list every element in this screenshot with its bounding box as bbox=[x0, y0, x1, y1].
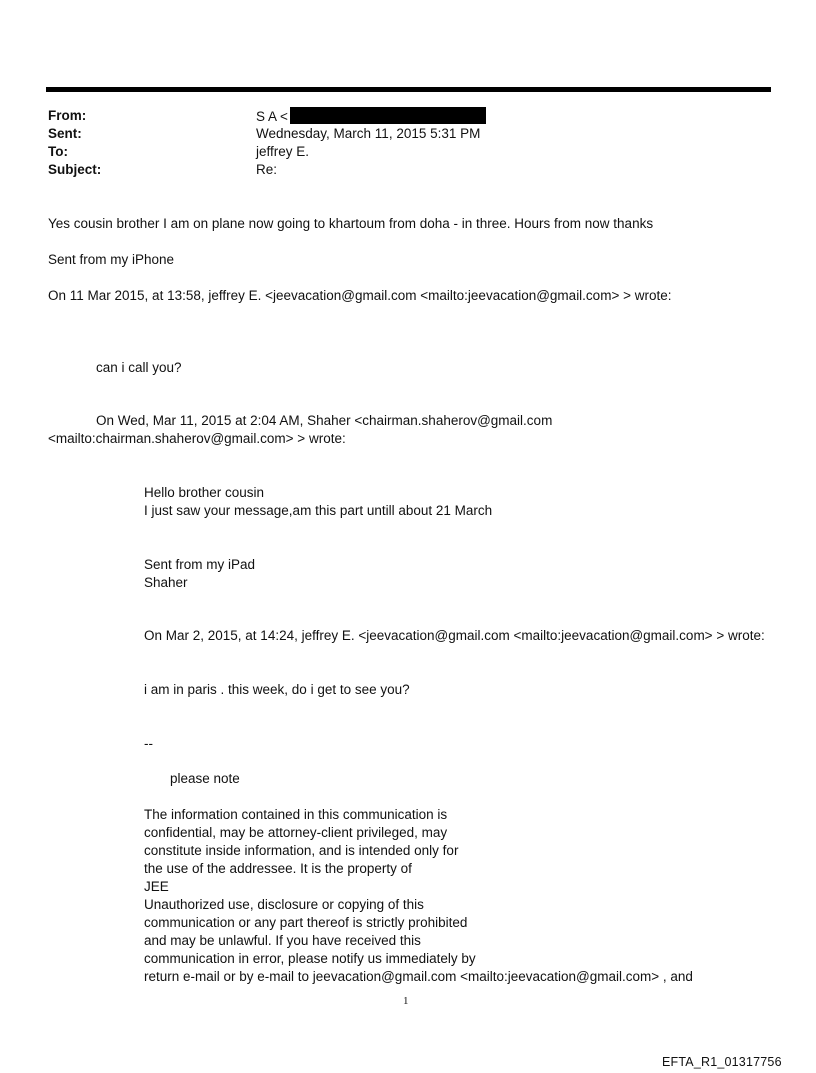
disclaimer-line: return e-mail or by e-mail to jeevacation@gmail.com <mailto:jeevacation@gmail.com> , and bbox=[144, 969, 693, 984]
header-rule bbox=[46, 87, 771, 92]
disclaimer-line: communication in error, please notify us immediately by bbox=[144, 951, 476, 966]
quote-3-header: On Mar 2, 2015, at 14:24, jeffrey E. <jeevacation@gmail.com <mailto:jeevacation@gmail.com> > wrote: bbox=[144, 628, 765, 643]
from-value bbox=[256, 107, 486, 126]
page-number: 1 bbox=[403, 995, 409, 1007]
disclaimer-line: Unauthorized use, disclosure or copying of this bbox=[144, 897, 424, 912]
quote-2-text-line2: I just saw your message,am this part untill about 21 March bbox=[144, 503, 493, 518]
from-name: S A < bbox=[256, 109, 288, 124]
sent-value: Wednesday, March 11, 2015 5:31 PM bbox=[256, 126, 481, 141]
signature-name: Shaher bbox=[144, 575, 188, 590]
document-id: EFTA_R1_01317756 bbox=[662, 1055, 782, 1069]
quote-1-header: On 11 Mar 2015, at 13:58, jeffrey E. <jeevacation@gmail.com <mailto:jeevacation@gmail.com> > wrote: bbox=[48, 288, 672, 303]
quote-2-header-line2: <mailto:chairman.shaherov@gmail.com> > wrote: bbox=[48, 431, 346, 446]
disclaimer-line: confidential, may be attorney-client privileged, may bbox=[144, 825, 448, 840]
from-label: From: bbox=[48, 108, 87, 123]
quote-2-header-line1: On Wed, Mar 11, 2015 at 2:04 AM, Shaher <chairman.shaherov@gmail.com bbox=[96, 413, 553, 428]
quote-3-text: i am in paris . this week, do i get to see you? bbox=[144, 682, 410, 697]
signature-iphone: Sent from my iPhone bbox=[48, 252, 175, 267]
signature-ipad: Sent from my iPad bbox=[144, 557, 256, 572]
subject-label: Subject: bbox=[48, 162, 102, 177]
disclaimer-line: constitute inside information, and is intended only for bbox=[144, 843, 459, 858]
disclaimer-line: JEE bbox=[144, 879, 169, 894]
to-label: To: bbox=[48, 144, 68, 159]
quote-2-text-line1: Hello brother cousin bbox=[144, 485, 265, 500]
disclaimer-line: the use of the addressee. It is the property of bbox=[144, 861, 412, 876]
to-value: jeffrey E. bbox=[256, 144, 310, 159]
disclaimer-line: and may be unlawful. If you have received this bbox=[144, 933, 421, 948]
please-note: please note bbox=[170, 771, 240, 786]
disclaimer-line: The information contained in this communication is bbox=[144, 807, 448, 822]
quote-1-text: can i call you? bbox=[96, 360, 182, 375]
subject-value: Re: bbox=[256, 162, 278, 177]
sig-separator: -- bbox=[144, 736, 153, 751]
redaction-box bbox=[290, 107, 486, 124]
sent-label: Sent: bbox=[48, 126, 82, 141]
reply-text: Yes cousin brother I am on plane now going to khartoum from doha - in three. Hours from now thanks bbox=[48, 216, 654, 231]
disclaimer-line: communication or any part thereof is strictly prohibited bbox=[144, 915, 468, 930]
